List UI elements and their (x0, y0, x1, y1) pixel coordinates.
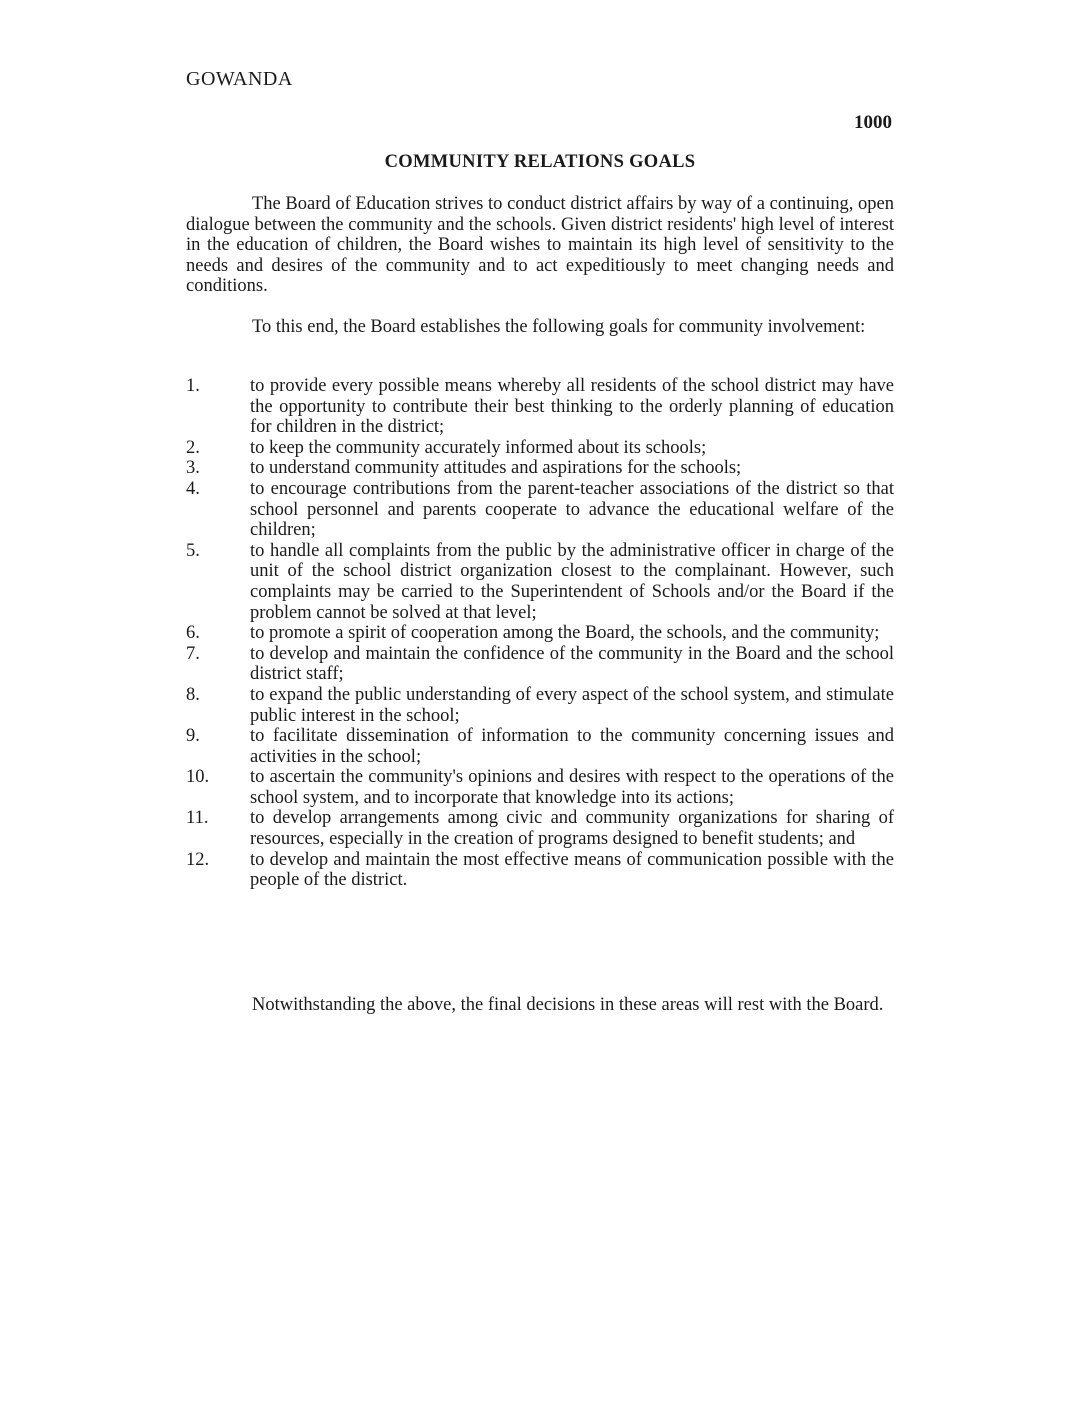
closing-paragraph: Notwithstanding the above, the final decisions in these areas will rest with the Board. (252, 995, 884, 1015)
goal-text: to develop arrangements among civic and community organizations for sharing of resources, especially in the creation of programs designed to benefit students; and (250, 808, 894, 850)
goal-number: 7. (186, 643, 200, 664)
goal-text: to provide every possible means whereby all residents of the school district may have the opportunity to contribute their best thinking to the orderly planning of education for children in the district; (250, 376, 894, 438)
goal-number: 11. (186, 808, 209, 829)
goal-number: 6. (186, 623, 200, 644)
goal-item (186, 438, 894, 459)
goal-number: 9. (186, 726, 200, 747)
policy-number: 1000 (854, 112, 892, 133)
goal-number: 3. (186, 458, 200, 479)
goal-item (186, 541, 894, 623)
goal-item (186, 808, 894, 849)
goal-text: to facilitate dissemination of information to the community concerning issues and activities in the school; (250, 726, 894, 767)
goal-item (186, 458, 894, 479)
goal-text: to develop and maintain the confidence of the community in the Board and the school district staff; (250, 643, 894, 685)
policy-title: COMMUNITY RELATIONS GOALS (384, 152, 696, 172)
goals-list (186, 376, 894, 891)
goal-number: 2. (186, 437, 200, 458)
goal-item (186, 644, 894, 685)
goal-number: 10. (186, 767, 210, 788)
lead-paragraph: To this end, the Board establishes the following goals for community involvement: (252, 317, 866, 337)
goal-text: to promote a spirit of cooperation among the Board, the schools, and the community; (250, 623, 880, 644)
goal-item (186, 850, 894, 891)
goal-number: 8. (186, 684, 200, 705)
goal-item (186, 726, 894, 767)
goal-number: 1. (186, 376, 200, 396)
goal-text: to expand the public understanding of every aspect of the school system, and stimulate public interest in the school; (250, 684, 894, 726)
goal-number: 4. (186, 478, 200, 499)
goal-text: to handle all complaints from the public by the administrative officer in charge of the unit of the school district organization closest to the complainant. However, such complaints may be carried to the Superintendent of Schools and/or the Board if the problem cannot be solved at that level; (250, 540, 894, 623)
goal-item (186, 623, 894, 644)
goal-item (186, 479, 894, 541)
goal-text: to understand community attitudes and aspirations for the schools; (250, 458, 742, 479)
goal-item (186, 767, 894, 808)
goal-number: 5. (186, 540, 200, 561)
district-name: GOWANDA (186, 68, 293, 90)
goal-text: to ascertain the community's opinions and desires with respect to the operations of the school system, and to incorporate that knowledge into its actions; (250, 767, 894, 808)
goal-number: 12. (186, 849, 210, 870)
goal-item (186, 685, 894, 726)
intro-paragraph: The Board of Education strives to conduct district affairs by way of a continuing, open dialogue between the community and the schools. Given district residents' high level of interest in the education of children, the Board wishes to maintain its high level of sensitivity to the needs and desires of the community and to act expeditiously to meet changing needs and conditions. (186, 194, 894, 297)
goal-text: to keep the community accurately informed about its schools; (250, 437, 707, 458)
goal-text: to encourage contributions from the parent-teacher associations of the district so that school personnel and parents cooperate to advance the educational welfare of the children; (250, 478, 894, 541)
goal-text: to develop and maintain the most effective means of communication possible with the people of the district. (250, 849, 894, 891)
goal-item (186, 376, 894, 438)
